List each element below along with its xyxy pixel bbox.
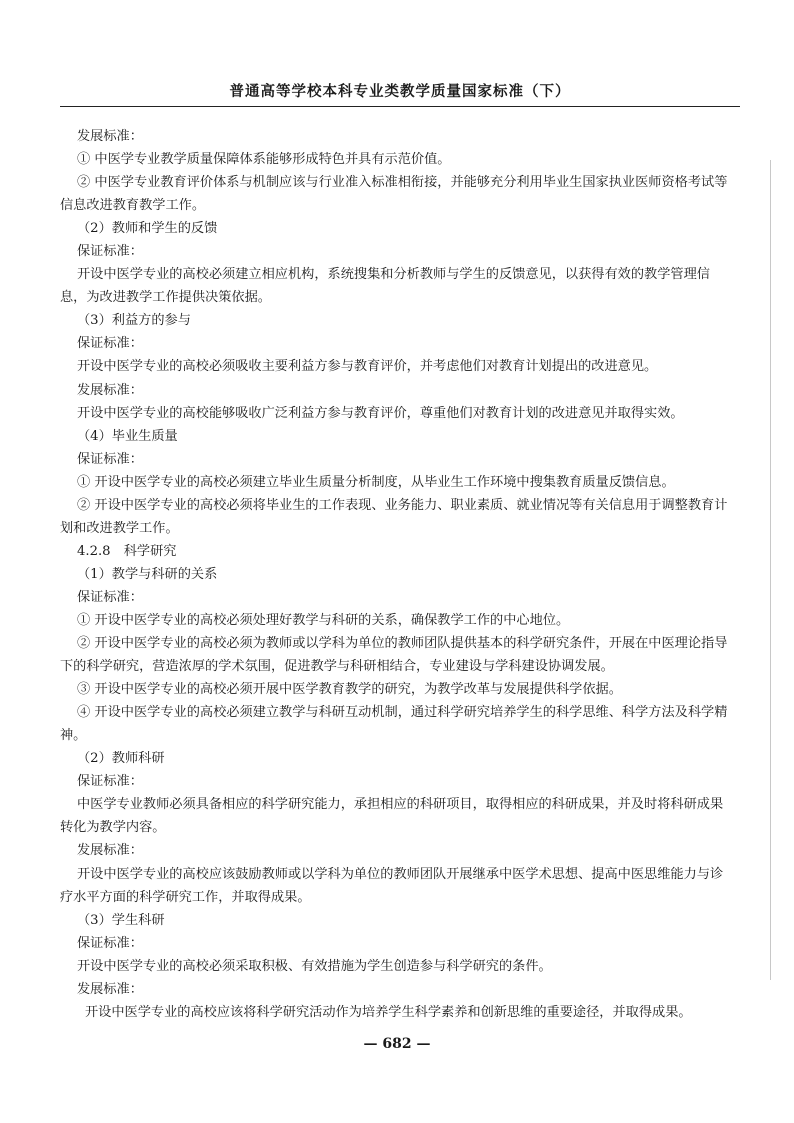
page-number: — 682 — — [363, 1036, 431, 1052]
paragraph: 开设中医学专业的高校必须建立相应机构，系统搜集和分析教师与学生的反馈意见，以获得有效的教学管理信息，为改进教学工作提供决策依据。 — [60, 267, 710, 306]
paragraph: 发展标准： — [77, 843, 143, 859]
paragraph: 开设中医学专业的高校应该将科学研究活动作为培养学生科学素养和创新思维的重要途径，并取得成果。 — [85, 1004, 692, 1020]
section-heading: （1）教学与科研的关系 — [77, 566, 218, 582]
paragraph: 保证标准： — [77, 451, 143, 467]
paragraph: 开设中医学专业的高校必须吸收主要利益方参与教育评价，并考虑他们对教育计划提出的改进意见。 — [77, 359, 658, 375]
paragraph: 保证标准： — [77, 336, 143, 352]
body-text — [60, 125, 732, 1024]
page-header-title: 普通高等学校本科专业类教学质量国家标准（下） — [229, 84, 571, 100]
section-heading: （3）学生科研 — [77, 912, 165, 928]
page-edge-line — [770, 160, 771, 980]
paragraph: ① 开设中医学专业的高校必须处理好教学与科研的关系，确保教学工作的中心地位。 — [77, 612, 570, 628]
paragraph: 发展标准： — [77, 981, 143, 997]
paragraph: ③ 开设中医学专业的高校必须开展中医学教育教学的研究，为教学改革与发展提供科学依据。 — [77, 682, 622, 698]
paragraph: 开设中医学专业的高校能够吸收广泛利益方参与教育评价，尊重他们对教育计划的改进意见并取得实效。 — [77, 405, 684, 421]
paragraph: 开设中医学专业的高校应该鼓励教师或以学科为单位的教师团队开展继承中医学术思想、提高中医思维能力与诊疗水平方面的科学研究工作，并取得成果。 — [60, 866, 724, 905]
paragraph: 保证标准： — [77, 774, 143, 790]
section-heading: （3）利益方的参与 — [77, 313, 191, 329]
paragraph: 中医学专业教师必须具备相应的科学研究能力，承担相应的科研项目，取得相应的科研成果，并及时将科研成果转化为教学内容。 — [60, 797, 724, 836]
paragraph: ② 开设中医学专业的高校必须将毕业生的工作表现、业务能力、职业素质、就业情况等有关信息用于调整教育计划和改进教学工作。 — [60, 497, 728, 536]
paragraph: 发展标准： — [77, 129, 143, 144]
paragraph: ① 中医学专业教学质量保障体系能够形成特色并具有示范价值。 — [77, 152, 451, 168]
section-heading: （2）教师科研 — [77, 751, 165, 767]
paragraph: ④ 开设中医学专业的高校必须建立教学与科研互动机制，通过科学研究培养学生的科学思维、科学方法及科学精神。 — [60, 705, 728, 744]
section-heading: （2）教师和学生的反馈 — [77, 221, 218, 237]
paragraph: 发展标准： — [77, 382, 143, 398]
paragraph: 保证标准： — [77, 935, 143, 951]
paragraph: ② 开设中医学专业的高校必须为教师或以学科为单位的教师团队提供基本的科学研究条件，开展在中医理论指导下的科学研究，营造浓厚的学术氛围，促进教学与科研相结合，专业建设与学科建设协调发展。 — [60, 636, 728, 675]
section-heading: 4.2.8 科学研究 — [77, 543, 177, 559]
header-divider — [60, 106, 740, 107]
paragraph: ② 中医学专业教育评价体系与机制应该与行业准入标准相衔接，并能够充分利用毕业生国家执业医师资格考试等信息改进教育教学工作。 — [60, 175, 728, 214]
section-heading: （4）毕业生质量 — [77, 428, 178, 444]
paragraph: ① 开设中医学专业的高校必须建立毕业生质量分析制度，从毕业生工作环境中搜集教育质量反馈信息。 — [77, 474, 675, 490]
paragraph: 保证标准： — [77, 589, 143, 605]
paragraph: 保证标准： — [77, 244, 143, 260]
paragraph: 开设中医学专业的高校必须采取积极、有效措施为学生创造参与科学研究的条件。 — [77, 958, 552, 974]
